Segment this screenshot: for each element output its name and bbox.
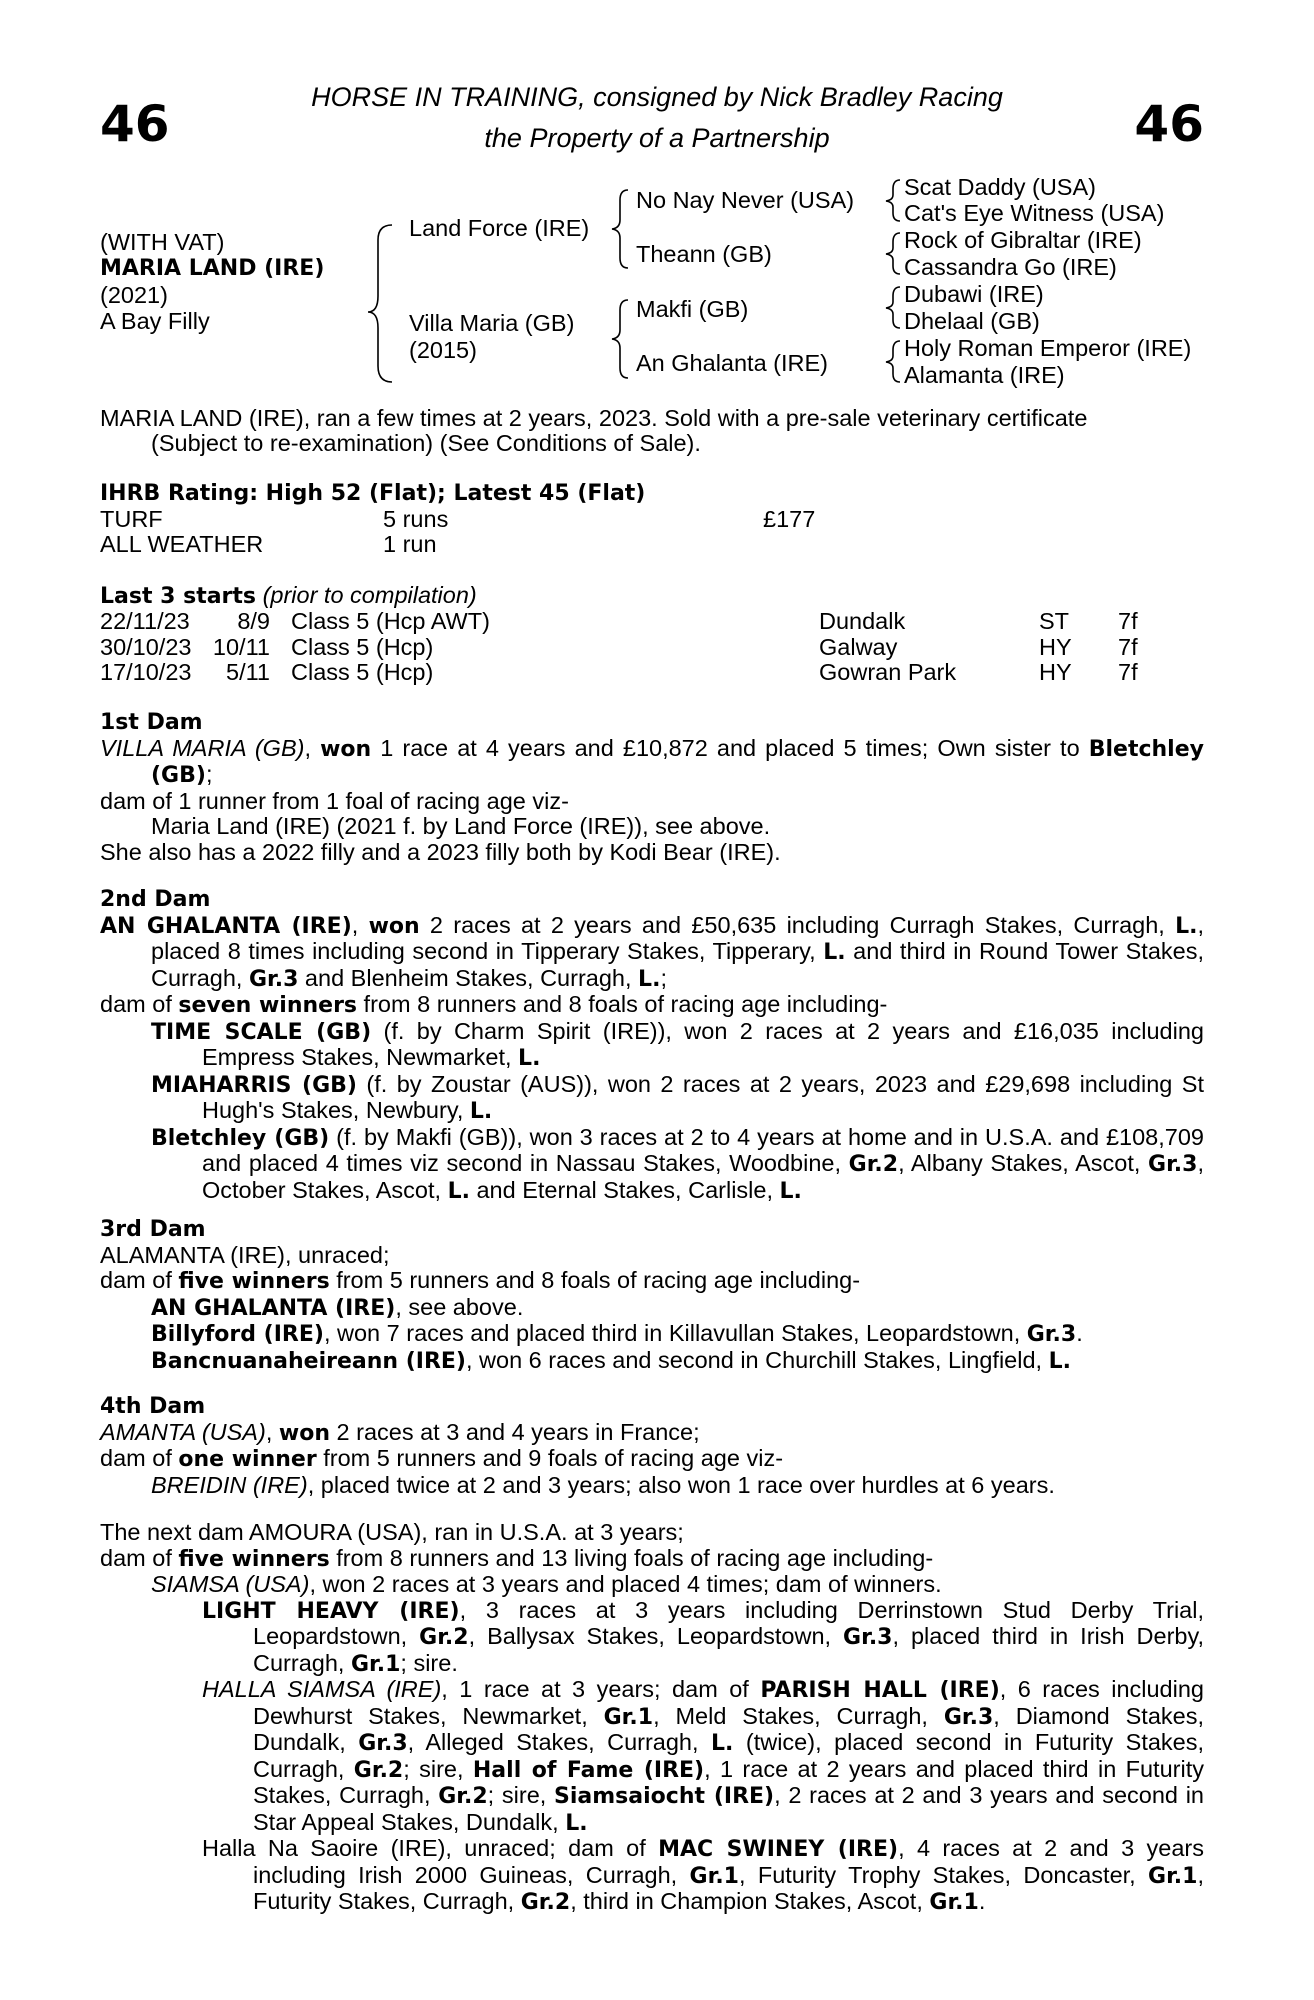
last-start-dist: 7f: [1118, 634, 1138, 660]
last-starts-title: Last 3 starts: [100, 584, 257, 609]
dam1-note: She also has a 2022 filly and a 2023 filly both by Kodi Bear (IRE).: [100, 838, 781, 865]
last-start-going: HY: [1039, 634, 1072, 660]
dam2-produce-item: TIME SCALE (GB) (f. by Charm Spirit (IRE)), won 2 races at 2 years and £16,035 including Empress Stakes, Newmarket, L.: [151, 1017, 1204, 1071]
rating-runs-turf: 5 runs: [383, 506, 449, 532]
pedigree-sire-sire: No Nay Never (USA): [636, 187, 855, 213]
last-start-going: HY: [1039, 659, 1072, 685]
brace-ds: [886, 287, 900, 328]
dam1-section: [100, 710, 1204, 865]
pedigree-ddd: Alamanta (IRE): [904, 362, 1065, 388]
dam2-produce: dam of seven winners from 8 runners and 8 foals of racing age including-: [100, 991, 888, 1018]
last-starts-note: (prior to compilation): [262, 582, 477, 608]
rating-surface-aw: ALL WEATHER: [100, 531, 264, 557]
rating-title: IHRB Rating: High 52 (Flat); Latest 45 (Flat): [100, 481, 646, 506]
dam4-paragraph: AMANTA (USA), won 2 races at 3 and 4 years in France;: [100, 1418, 700, 1446]
horse-year: (2021): [100, 282, 168, 308]
brace-main: [368, 225, 392, 382]
next-dam-produce-item: SIAMSA (USA), won 2 races at 3 years and placed 4 times; dam of winners.: [151, 1571, 942, 1597]
lot-number-left: 46: [100, 95, 170, 153]
last-start-date: 30/10/23: [100, 634, 192, 660]
next-dam-section: [100, 1520, 1204, 1916]
pedigree-dam-sire: Makfi (GB): [636, 296, 749, 322]
brace-ss: [886, 180, 900, 221]
dam1-produce: dam of 1 runner from 1 foal of racing age viz-: [100, 787, 569, 814]
next-dam-name: The next dam AMOURA (USA), ran in U.S.A. at 3 years;: [100, 1519, 684, 1545]
dam1-sister: Bletchley (GB): [151, 736, 1204, 788]
last-start-course: Dundalk: [819, 608, 906, 634]
dam1-foal: Maria Land (IRE) (2021 f. by Land Force (IRE)), see above.: [151, 813, 771, 839]
header-subtitle: the Property of a Partnership: [484, 123, 830, 153]
pedigree-ssd: Cat's Eye Witness (USA): [904, 200, 1165, 226]
dam2-section: [100, 887, 1204, 1204]
dam3-produce-item: Bancnuanaheireann (IRE), won 6 races and second in Churchill Stakes, Lingfield, L.: [151, 1346, 1071, 1374]
pedigree-dss: Dubawi (IRE): [904, 281, 1044, 307]
rating-prize-turf: £177: [763, 506, 816, 532]
last-start-dist: 7f: [1118, 659, 1138, 685]
pedigree-sdd: Cassandra Go (IRE): [904, 254, 1117, 280]
pedigree-sire: Land Force (IRE): [409, 215, 590, 241]
last-start-going: ST: [1039, 608, 1070, 634]
dam2-title: 2nd Dam: [100, 887, 211, 912]
last-start-pos: 8/9: [237, 608, 270, 634]
brace-sire: [612, 190, 628, 268]
dam4-produce-item: BREIDIN (IRE), placed twice at 2 and 3 years; also won 1 race over hurdles at 6 years.: [151, 1471, 1055, 1498]
last-start-race: Class 5 (Hcp AWT): [291, 608, 490, 634]
intro-line-1: MARIA LAND (IRE), ran a few times at 2 years, 2023. Sold with a pre-sale veterinary certificate: [100, 405, 1088, 431]
last-start-course: Galway: [819, 634, 898, 660]
dam1-paragraph: VILLA MARIA (GB), won 1 race at 4 years and £10,872 and placed 5 times; Own sister to Bletchley (GB);: [100, 734, 1204, 788]
pedigree-dsd: Dhelaal (GB): [904, 308, 1040, 334]
last-start-course: Gowran Park: [819, 659, 957, 685]
pedigree-sire-dam: Theann (GB): [636, 241, 772, 267]
next-dam-grand-produce: LIGHT HEAVY (IRE), 3 races at 3 years including Derrinstown Stud Derby Trial, Leopardstown, Gr.2, Ballysax Stakes, Leopardstown, Gr.3, placed third in Irish Derby, Curragh, Gr.1; sire.: [202, 1596, 1204, 1677]
brace-sd: [886, 233, 900, 274]
dam2-produce-item: Bletchley (GB) (f. by Makfi (GB)), won 3 races at 2 to 4 years at home and in U.S.A. and £108,709 and placed 4 times viz second in Nassau Stakes, Woodbine, Gr.2, Albany Stakes, Ascot, Gr.3, October Stakes, Ascot, L. and Eternal Stakes, Carlisle, L.: [151, 1123, 1204, 1204]
last-start-race: Class 5 (Hcp): [291, 634, 434, 660]
next-dam-produce: dam of five winners from 8 runners and 13 living foals of racing age including-: [100, 1544, 934, 1572]
dam1-title: 1st Dam: [100, 710, 203, 735]
last-start-date: 17/10/23: [100, 659, 192, 685]
dam3-produce-item: Billyford (IRE), won 7 races and placed third in Killavullan Stakes, Leopardstown, Gr.3.: [151, 1320, 1083, 1347]
pedigree-dam: Villa Maria (GB): [409, 310, 575, 336]
brace-dam: [612, 300, 628, 378]
brace-dd: [886, 341, 900, 382]
dam1-name: VILLA MARIA (GB): [100, 734, 305, 761]
last-start-race: Class 5 (Hcp): [291, 659, 434, 685]
next-dam-grand-produce: Halla Na Saoire (IRE), unraced; dam of MAC SWINEY (IRE), 4 races at 2 and 3 years including Irish 2000 Guineas, Curragh, Gr.1, Futurity Trophy Stakes, Doncaster, Gr.1, Futurity Stakes, Curragh, Gr.2, third in Champion Stakes, Ascot, Gr.1.: [202, 1835, 1204, 1915]
dam2-paragraph: AN GHALANTA (IRE), won 2 races at 2 years and £50,635 including Curragh Stakes, Curragh, L., placed 8 times including second in Tipperary Stakes, Tipperary, L. and third in Round Tower Stakes, Curragh, Gr.3 and Blenheim Stakes, Curragh, L.;: [100, 911, 1204, 992]
horse-name: MARIA LAND (IRE): [100, 256, 325, 281]
dam3-name: ALAMANTA (IRE), unraced;: [100, 1241, 390, 1268]
last-start-pos: 10/11: [212, 634, 270, 660]
next-dam-grand-produce: HALLA SIAMSA (IRE), 1 race at 3 years; dam of PARISH HALL (IRE), 6 races including Dewhurst Stakes, Newmarket, Gr.1, Meld Stakes, Curragh, Gr.3, Diamond Stakes, Dundalk, Gr.3, Alleged Stakes, Curragh, L. (twice), placed second in Futurity Stakes, Curragh, Gr.2; sire, Hall of Fame (IRE), 1 race at 2 years and placed third in Futurity Stakes, Curragh, Gr.2; sire, Siamsaiocht (IRE), 2 races at 2 and 3 years and second in Star Appeal Stakes, Dundalk, L.: [202, 1676, 1205, 1836]
dam4-section: [100, 1394, 1204, 1498]
pedigree-sss: Scat Daddy (USA): [904, 174, 1096, 200]
dam2-produce-item: MIAHARRIS (GB) (f. by Zoustar (AUS)), won 2 races at 2 years, 2023 and £29,698 including St Hugh's Stakes, Newbury, L.: [151, 1070, 1204, 1124]
dam3-produce-item: AN GHALANTA (IRE), see above.: [151, 1293, 524, 1321]
last-start-pos: 5/11: [226, 659, 270, 685]
horse-vat: (WITH VAT): [100, 229, 225, 255]
last-start-dist: 7f: [1118, 608, 1138, 634]
rating-runs-aw: 1 run: [383, 531, 437, 557]
pedigree-dam-dam: An Ghalanta (IRE): [636, 350, 829, 376]
dam4-title: 4th Dam: [100, 1394, 206, 1419]
header-title: HORSE IN TRAINING, consigned by Nick Bradley Racing: [311, 82, 1003, 112]
pedigree-sds: Rock of Gibraltar (IRE): [904, 227, 1142, 253]
dam3-title: 3rd Dam: [100, 1217, 206, 1242]
dam3-section: [100, 1217, 1204, 1374]
lot-number-right: 46: [1134, 95, 1204, 153]
dam4-produce: dam of one winner from 5 runners and 9 foals of racing age viz-: [100, 1445, 784, 1472]
pedigree-dds: Holy Roman Emperor (IRE): [904, 335, 1192, 361]
last-start-date: 22/11/23: [100, 608, 190, 634]
intro-line-2: (Subject to re-examination) (See Conditions of Sale).: [151, 430, 701, 456]
rating-surface-turf: TURF: [100, 506, 163, 532]
pedigree-dam-year: (2015): [409, 337, 477, 363]
horse-description: A Bay Filly: [100, 308, 210, 334]
dam3-produce: dam of five winners from 5 runners and 8 foals of racing age including-: [100, 1267, 861, 1294]
last-starts-heading: [100, 583, 477, 610]
